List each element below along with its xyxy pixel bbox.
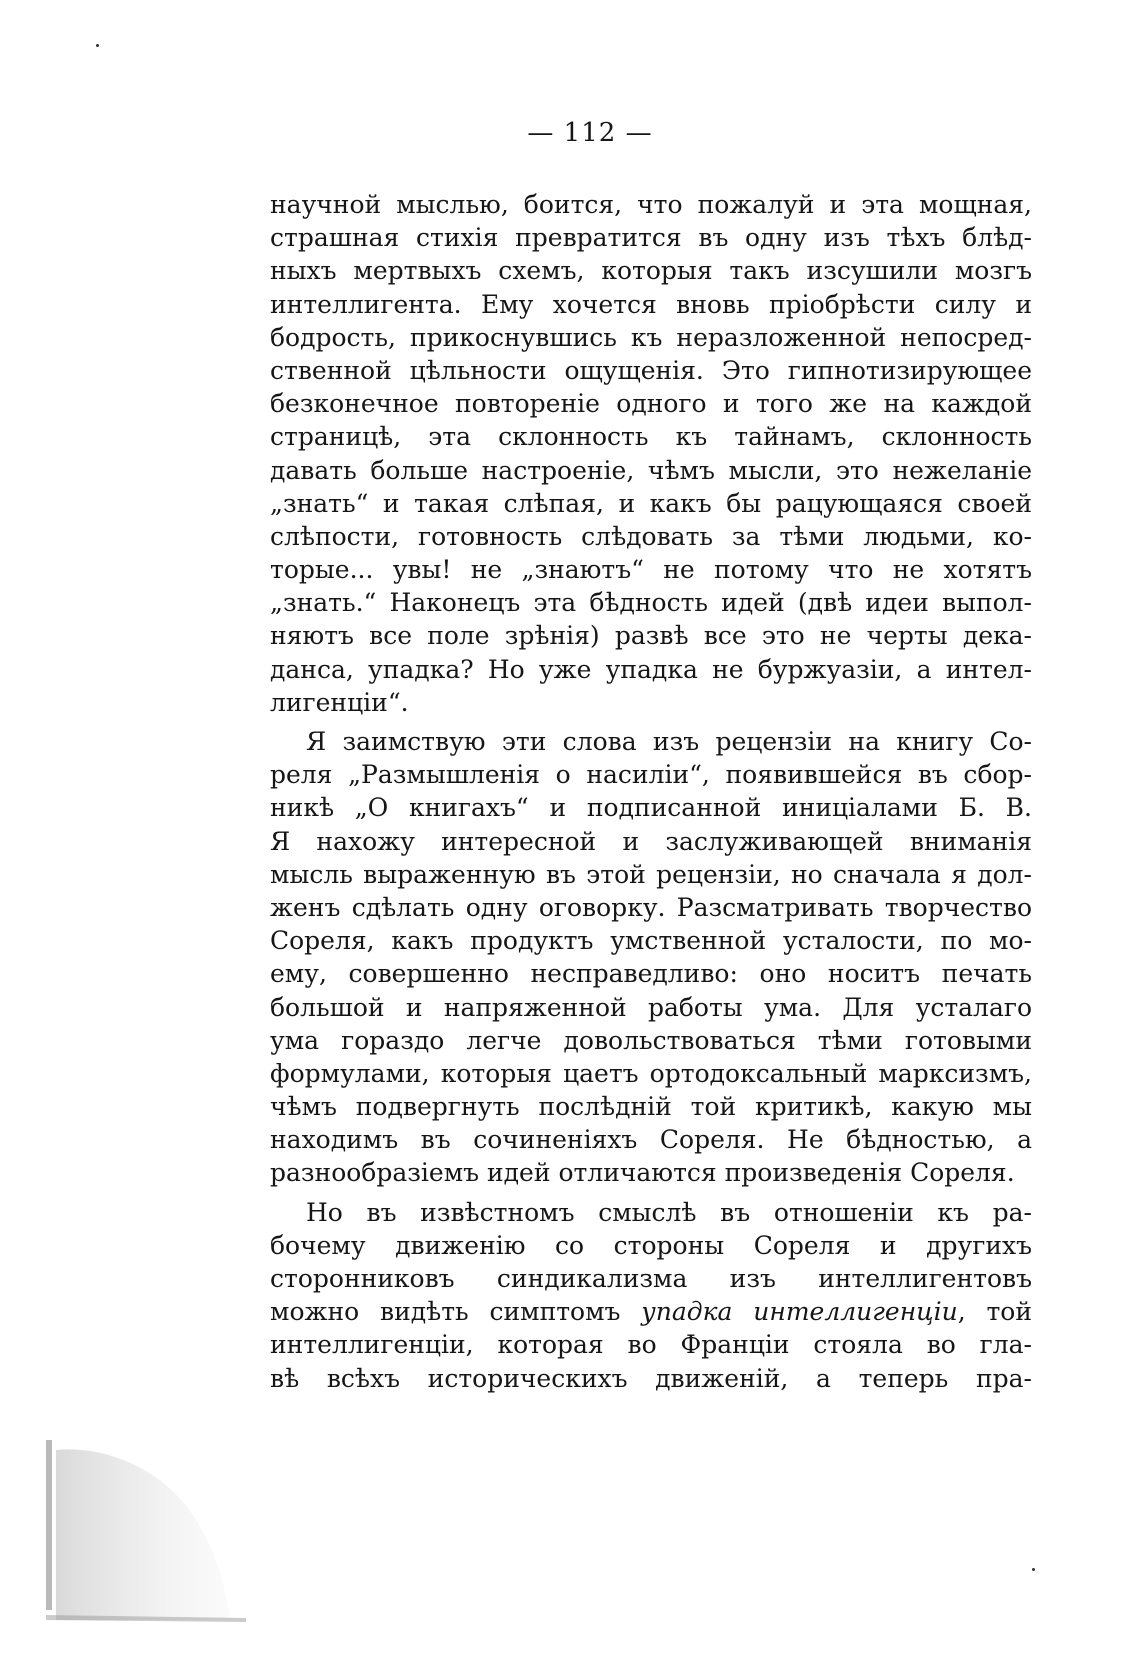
text-line: бодрость, прикоснувшись къ неразложенной непосред-	[270, 322, 1032, 352]
text-line: Я нахожу интересной и заслуживающей вниманія	[270, 826, 1032, 856]
text-line: страшная стихія превратится въ одну изъ тѣхъ блѣд-	[270, 223, 1032, 253]
text-line: никѣ „О книгахъ“ и подписанной иниціалами Б. В.	[270, 793, 1032, 823]
text-line: слѣпости, готовность слѣдовать за тѣми людьми, ко-	[270, 521, 1032, 551]
text-line: ума гораздо легче довольствоваться тѣми готовыми	[270, 1025, 1032, 1055]
text-line: чѣмъ подвергнуть послѣдній той критикѣ, какую мы	[270, 1092, 1032, 1122]
stray-mark	[1032, 1568, 1035, 1571]
text-line: „знать“ и такая слѣпая, и какъ бы рацующаяся своей	[270, 488, 1032, 518]
text-segment: , той	[957, 1297, 1032, 1327]
body-text	[270, 188, 1032, 1395]
text-line: бочему движенію со стороны Сореля и другихъ	[270, 1230, 1032, 1260]
text-line: Я заимствую эти слова изъ рецензіи на книгу Со-	[306, 727, 1032, 756]
text-line: Сореля, какъ продуктъ умственной усталости, по мо-	[270, 926, 1032, 956]
text-line: давать больше настроеніе, чѣмъ мысли, это нежеланіе	[270, 455, 1032, 485]
text-line: „знать.“ Наконецъ эта бѣдность идей (двѣ идеи выпол-	[270, 588, 1032, 618]
text-line: большой и напряженной работы ума. Для усталаго	[270, 992, 1032, 1022]
text-line: интеллигента. Ему хочется вновь пріобрѣсти силу и	[270, 289, 1032, 319]
paragraph-2	[270, 725, 1032, 1190]
text-line: ственной цѣльности ощущенія. Это гипнотизирующее	[270, 355, 1032, 385]
text-line: торые... увы! не „знаютъ“ не потому что не хотятъ	[270, 555, 1032, 585]
text-line: разнообразіемъ идей отличаются произведенія Сореля.	[270, 1158, 1015, 1188]
text-line: вѣ всѣхъ историческихъ движеній, а теперь пра-	[270, 1363, 1032, 1393]
text-line: мысль выраженную въ этой рецензіи, но сначала я дол-	[270, 859, 1032, 889]
text-line: ныхъ мертвыхъ схемъ, которыя такъ изсушили мозгъ	[270, 256, 1032, 286]
stray-mark	[96, 44, 99, 47]
text-line: сторонниковъ синдикализма изъ интеллигентовъ	[270, 1264, 1032, 1293]
text-line: женъ сдѣлать одну оговорку. Разсматривать творчество	[270, 892, 1032, 922]
text-line-with-italic	[270, 1295, 1032, 1328]
text-line: няютъ все поле зрѣнія) развѣ все это не черты дека-	[270, 621, 1032, 651]
text-line: формулами, которыя цаетъ ортодоксальный марксизмъ,	[270, 1058, 1032, 1088]
text-line: Но въ извѣстномъ смыслѣ въ отношеніи къ ра-	[306, 1197, 1032, 1227]
text-line: данса, упадка? Но уже упадка не буржуазіи, а интел-	[270, 654, 1032, 684]
text-line: безконечное повтореніе одного и того же на каждой	[270, 389, 1032, 419]
text-line: ему, совершенно несправедливо: оно носитъ печать	[270, 959, 1032, 989]
paragraph-3	[270, 1196, 1032, 1395]
text-line: страницѣ, эта склонность къ тайнамъ, склонность	[270, 422, 1032, 452]
text-segment: можно видѣть симптомъ	[270, 1297, 642, 1327]
page-number: — 112 —	[527, 118, 653, 148]
text-line: реля „Размышленія о насиліи“, появившейся въ сбор-	[270, 760, 1032, 790]
text-line: лигенціи“.	[270, 687, 409, 717]
text-line: интеллигенціи, которая во Франціи стояла во гла-	[270, 1330, 1032, 1360]
text-line: научной мыслью, боится, что пожалуй и эта мощная,	[270, 190, 1032, 219]
scan-shadow-artifact	[46, 1430, 246, 1630]
text-line: находимъ въ сочиненіяхъ Сореля. Не бѣдностью, а	[270, 1125, 1032, 1155]
paragraph-1	[270, 188, 1032, 719]
italic-emphasis: упадка интеллигенціи	[641, 1297, 958, 1327]
